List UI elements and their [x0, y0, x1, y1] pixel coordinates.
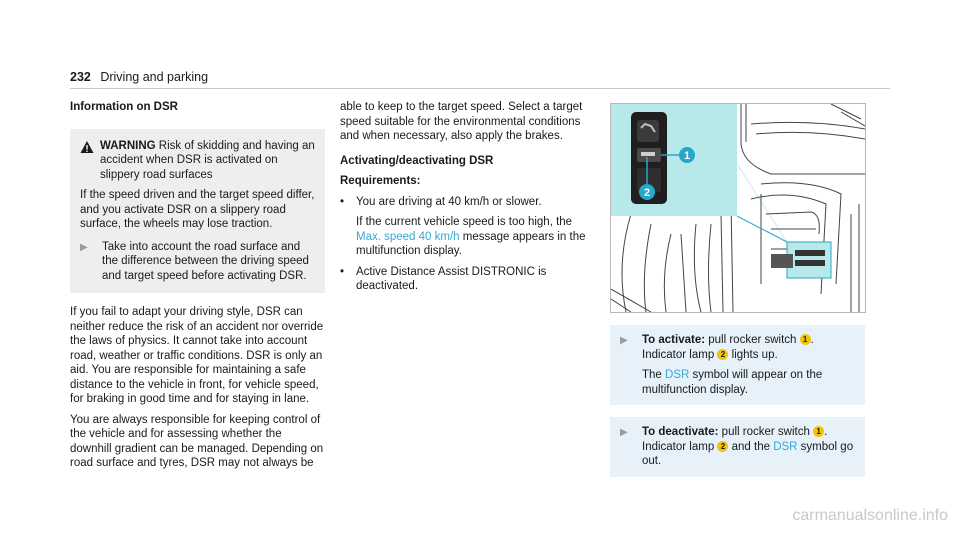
page-number: 232 [70, 70, 91, 84]
interior-drawing [611, 104, 865, 312]
callout-2-badge: 2 [717, 349, 728, 360]
column-left [70, 100, 325, 477]
figure-callout-1: 1 [683, 150, 691, 162]
step-arrow-icon: ▶ [80, 241, 88, 253]
deactivate-text-tail: symbol go out. [642, 440, 854, 467]
requirement-1-note [340, 215, 595, 259]
warning-headline [100, 139, 315, 183]
deactivate-instruction [610, 417, 865, 477]
section-title: Information on DSR [70, 101, 178, 113]
paragraph-continued: able to keep to the target speed. Select a target speed suitable for the environmental conditions and when necessary, also apply the brakes. [340, 101, 583, 142]
deactivate-and-text: and the [728, 440, 774, 453]
deactivate-lamp-text: Indicator lamp [642, 440, 718, 453]
dsr-symbol-label: DSR [665, 369, 690, 381]
column-right [610, 325, 865, 489]
dsr-symbol-label: DSR [773, 440, 798, 453]
note-text-after: message appears in the multifunction display. [356, 230, 586, 257]
warning-step [80, 240, 315, 284]
activate-text-end: . [810, 334, 814, 346]
activate-lamp-text-end: lights up. [728, 348, 778, 361]
page-header [70, 70, 208, 84]
step-arrow-icon: ▶ [620, 335, 628, 346]
note-text-before: If the current vehicle speed is too high, the [356, 216, 573, 228]
activating-title: Activating/deactivating DSR [340, 154, 494, 167]
watermark-link[interactable]: carmanualsonline.info [792, 507, 948, 524]
requirements-title: Requirements: [340, 175, 421, 187]
activate-instruction [610, 325, 865, 405]
callout-2-badge: 2 [717, 441, 728, 452]
figure-callout-2: 2 [643, 187, 651, 199]
callout-1-badge: 1 [800, 334, 811, 345]
activate-lamp-text: Indicator lamp [642, 348, 718, 361]
deactivate-step [620, 425, 855, 469]
activate-symbol-text: The [642, 369, 666, 381]
warning-headline-text: Risk of skidding and having an accident when DSR is activated on slippery road surfaces [100, 139, 315, 181]
warning-label: WARNING [100, 139, 156, 152]
dsr-switch-illustration [610, 103, 866, 313]
activate-text: pull rocker switch [705, 334, 800, 346]
warning-box [70, 129, 325, 294]
step-arrow-icon: ▶ [620, 427, 628, 438]
deactivate-label: To deactivate: [642, 426, 719, 438]
requirement-1: You are driving at 40 km/h or slower. [356, 195, 542, 208]
requirement-2: Active Distance Assist DISTRONIC is deactivated. [356, 265, 547, 292]
activate-symbol-text-end: symbol will appear on the multifunction display. [642, 369, 823, 396]
header-divider [70, 88, 890, 89]
activate-step [620, 333, 855, 397]
chapter-title: Driving and parking [100, 70, 209, 84]
activate-label: To activate: [642, 334, 706, 346]
warning-triangle-icon [80, 140, 94, 154]
deactivate-text-end: . [824, 426, 828, 438]
list-item [340, 265, 595, 294]
requirements-list [340, 195, 595, 210]
column-middle [340, 100, 595, 300]
display-message: Max. speed 40 km/h [356, 230, 460, 243]
warning-step-text: Take into account the road surface and the difference between the driving speed and target speed before activating DSR. [102, 240, 309, 282]
paragraph-2: You are always responsible for keeping control of the vehicle and for assessing whether the downhill gradient can be managed. Depending on road surface and tyres, DSR may not always be [70, 413, 324, 469]
bullet-icon: • [340, 195, 345, 208]
paragraph-1: If you fail to adapt your driving style, DSR can neither reduce the risk of an accident nor override the laws of physics. It cannot take into account road, weather or traffic conditions. DSR is only an aid. You are responsible for maintaining a safe distance to the vehicle in front, for vehicle speed, for braking in good time and for staying in lane. [70, 306, 324, 405]
list-item [340, 195, 595, 210]
warning-header [80, 139, 315, 183]
callout-1-badge: 1 [813, 426, 824, 437]
requirements-list-2 [340, 265, 595, 294]
warning-body: If the speed driven and the target speed differ, and you activate DSR on a slippery road surface, the wheels may lose traction. [80, 189, 315, 230]
bullet-icon: • [340, 265, 345, 278]
deactivate-text: pull rocker switch [718, 426, 814, 438]
